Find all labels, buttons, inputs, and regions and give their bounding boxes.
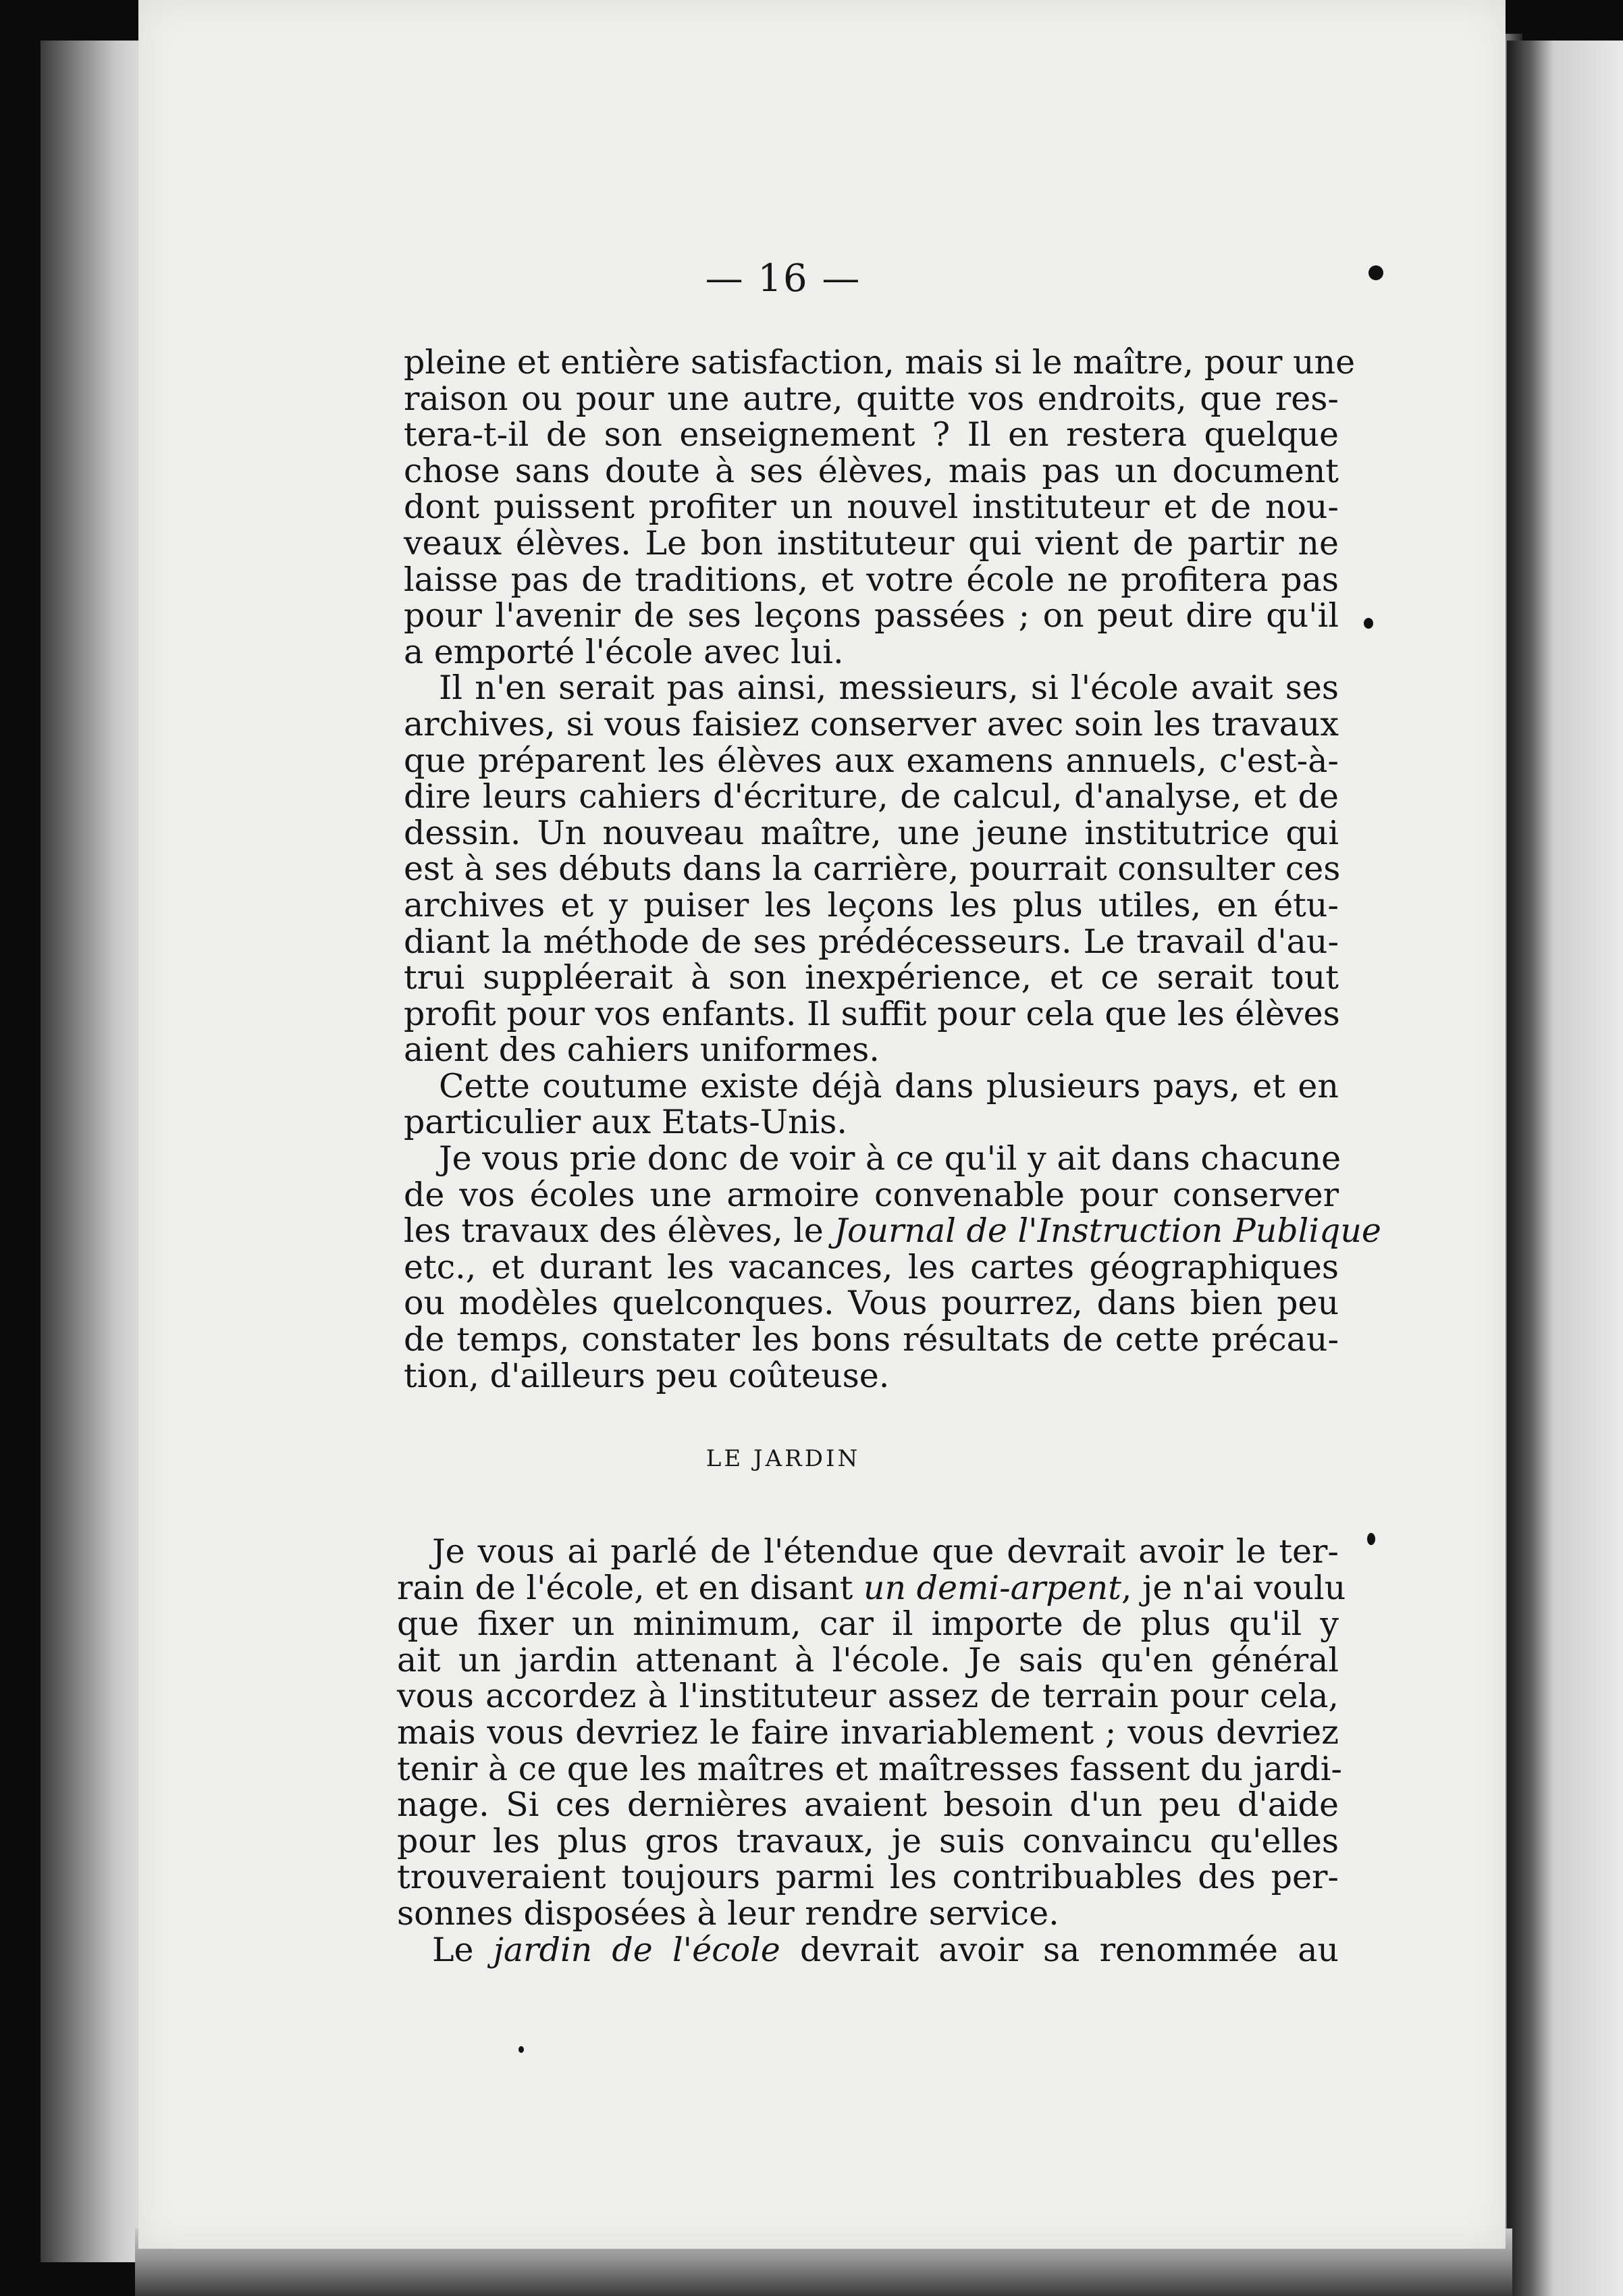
text-line: que préparent les élèves aux examens annuels, c'est-à- xyxy=(404,741,1339,780)
text-line: archives, si vous faisiez conserver avec soin les travaux xyxy=(404,704,1339,743)
text-line: de vos écoles une armoire convenable pour conserver xyxy=(404,1175,1339,1214)
binding-shadow-left xyxy=(41,41,142,2262)
text-line: Cette coutume existe déjà dans plusieurs pays, et en xyxy=(439,1066,1339,1105)
italic-title: jardin de l'école xyxy=(493,1930,780,1969)
text-line: nage. Si ces dernières avaient besoin d'un peu d'aide xyxy=(397,1785,1339,1825)
text-segment: , je n'ai voulu xyxy=(1121,1568,1346,1607)
ink-speck xyxy=(1368,265,1383,280)
text-line: chose sans doute à ses élèves, mais pas un document xyxy=(404,451,1339,490)
text-line: trouveraient toujours parmi les contribuables des per- xyxy=(397,1858,1339,1897)
paragraphs-archives xyxy=(404,343,1381,1395)
italic-title: Journal de l'Instruction Publique xyxy=(834,1211,1381,1251)
text-line: tenir à ce que les maîtres et maîtresses fassent du jardi- xyxy=(397,1749,1342,1788)
text-line: mais vous devriez le faire invariablement ; vous devriez xyxy=(397,1713,1339,1752)
text-line: Je vous prie donc de voir à ce qu'il y ait dans chacune xyxy=(439,1139,1341,1178)
text-line: aient des cahiers uniformes. xyxy=(404,1030,880,1070)
text-line: dont puissent profiter un nouvel instituteur et de nou- xyxy=(404,488,1339,527)
text-line xyxy=(397,1568,1346,1607)
page-number: — 16 — xyxy=(705,257,861,301)
text-line: est à ses débuts dans la carrière, pourrait consulter ces xyxy=(404,850,1341,889)
text-line: ait un jardin attenant à l'école. Je sais qu'en général xyxy=(397,1640,1339,1679)
text-line: raison ou pour une autre, quitte vos endroits, que res- xyxy=(404,379,1339,418)
text-line: pour l'avenir de ses leçons passées ; on peut dire qu'il xyxy=(404,596,1339,635)
text-line: trui suppléerait à son inexpérience, et ce serait tout xyxy=(404,958,1339,997)
text-line: vous accordez à l'instituteur assez de terrain pour cela, xyxy=(397,1677,1339,1716)
adjacent-page-right xyxy=(1507,41,1623,2296)
text-line: pour les plus gros travaux, je suis convaincu qu'elles xyxy=(397,1821,1339,1860)
text-line: etc., et durant les vacances, les cartes géographiques xyxy=(404,1247,1339,1286)
text-segment: Le xyxy=(432,1930,494,1969)
ink-speck xyxy=(518,2046,524,2053)
text-line: ou modèles quelconques. Vous pourrez, dans bien peu xyxy=(404,1284,1339,1323)
text-line: tera-t-il de son enseignement ? Il en restera quelque xyxy=(404,415,1339,454)
text-line: veaux élèves. Le bon instituteur qui vient de partir ne xyxy=(404,523,1339,563)
text-segment: rain de l'école, et en disant xyxy=(397,1568,863,1607)
section-heading: LE JARDIN xyxy=(706,1445,861,1472)
text-line: particulier aux Etats-Unis. xyxy=(404,1103,848,1142)
text-line xyxy=(404,1211,1381,1251)
text-line: tion, d'ailleurs peu coûteuse. xyxy=(404,1356,890,1395)
text-line: pleine et entière satisfaction, mais si le maître, pour une xyxy=(404,343,1356,382)
text-line: archives et y puiser les leçons les plus utiles, en étu- xyxy=(404,885,1339,924)
text-line: Il n'en serait pas ainsi, messieurs, si l'école avait ses xyxy=(439,669,1339,708)
text-line: de temps, constater les bons résultats de cette précau- xyxy=(404,1320,1339,1359)
text-segment: devrait avoir sa renommée au xyxy=(780,1930,1339,1969)
text-line xyxy=(397,1932,1339,1968)
text-line: profit pour vos enfants. Il suffit pour cela que les élèves xyxy=(404,994,1340,1033)
italic-title: un demi-arpent xyxy=(863,1568,1121,1607)
document-page xyxy=(138,0,1506,2249)
text-line: a emporté l'école avec lui. xyxy=(404,632,844,671)
ink-speck xyxy=(1367,1533,1375,1545)
text-segment: les travaux des élèves, le xyxy=(404,1211,834,1251)
text-line: dire leurs cahiers d'écriture, de calcul, d'analyse, et de xyxy=(404,777,1339,816)
text-line: Je vous ai parlé de l'étendue que devrait avoir le ter- xyxy=(432,1532,1339,1571)
text-line: diant la méthode de ses prédécesseurs. Le travail d'au- xyxy=(404,922,1339,961)
text-line: sonnes disposées à leur rendre service. xyxy=(397,1894,1059,1933)
text-line: dessin. Un nouveau maître, une jeune institutrice qui xyxy=(404,813,1339,852)
ink-speck xyxy=(1364,618,1373,629)
paragraphs-jardin xyxy=(397,1532,1346,1969)
text-line: que fixer un minimum, car il importe de plus qu'il y xyxy=(397,1604,1339,1644)
text-line: laisse pas de traditions, et votre école ne profitera pas xyxy=(404,560,1339,599)
